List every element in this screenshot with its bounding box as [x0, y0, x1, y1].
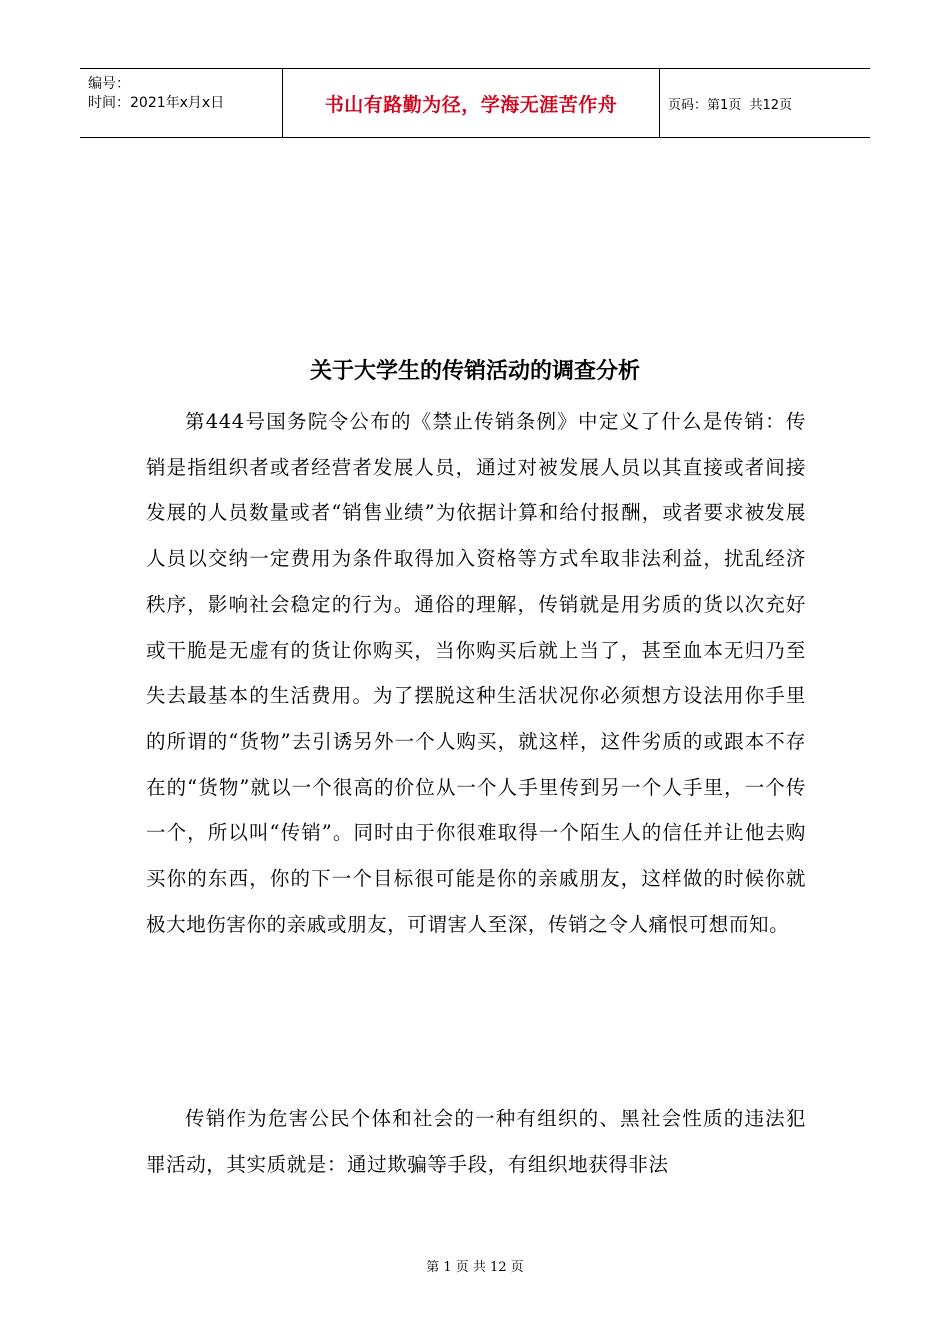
header-meta — [80, 69, 282, 137]
header-motto-cell — [282, 69, 660, 137]
date-label: 时间：2021年x月x日 — [88, 95, 225, 111]
document-title: 关于大学生的传销活动的调查分析 — [309, 359, 640, 384]
header-page-info: 页码：第1页 共12页 — [668, 97, 793, 113]
body-paragraph-2: 传销作为危害公民个体和社会的一种有组织的、黑社会性质的违法犯罪活动，其实质就是：通过欺骗等手段，有组织地获得非法 — [146, 1107, 806, 1176]
body-paragraph-1: 第444号国务院令公布的《禁止传销条例》中定义了什么是传销：传销是指组织者或者经营者发展人员，通过对被发展人员以其直接或者间接发展的人员数量或者“销售业绩”为依据计算和给付报酬，或者要求被发展人员以交纳一定费用为条件取得加入资格等方式牟取非法利益，扰乱经济秩序，影响社会稳定的行为。通俗的理解，传销就是用劣质的货以次充好或干脆是无虚有的货让你购买，当你购买后就上当了，甚至血本无归乃至失去最基本的生活费用。为了摆脱这种生活状况你必须想方设法用你手里的所谓的“货物”去引诱另外一个人购买，就这样，这件劣质的或跟本不存在的“货物”就以一个很高的价位从一个人手里传到另一个人手里，一个传一个，所以叫“传销”。同时由于你很难取得一个陌生人的信任并让他去购买你的东西，你的下一个目标很可能是你的亲戚朋友，这样做的时候你就极大地伤害你的亲戚或朋友，可谓害人至深，传销之令人痛恨可想而知。 — [146, 410, 806, 936]
page-footer: 第 1 页 共 12 页 — [426, 1260, 524, 1275]
motto-text: 书山有路勤为径，学海无涯苦作舟 — [324, 93, 618, 116]
page-header — [80, 68, 870, 138]
number-label: 编号： — [88, 76, 130, 92]
